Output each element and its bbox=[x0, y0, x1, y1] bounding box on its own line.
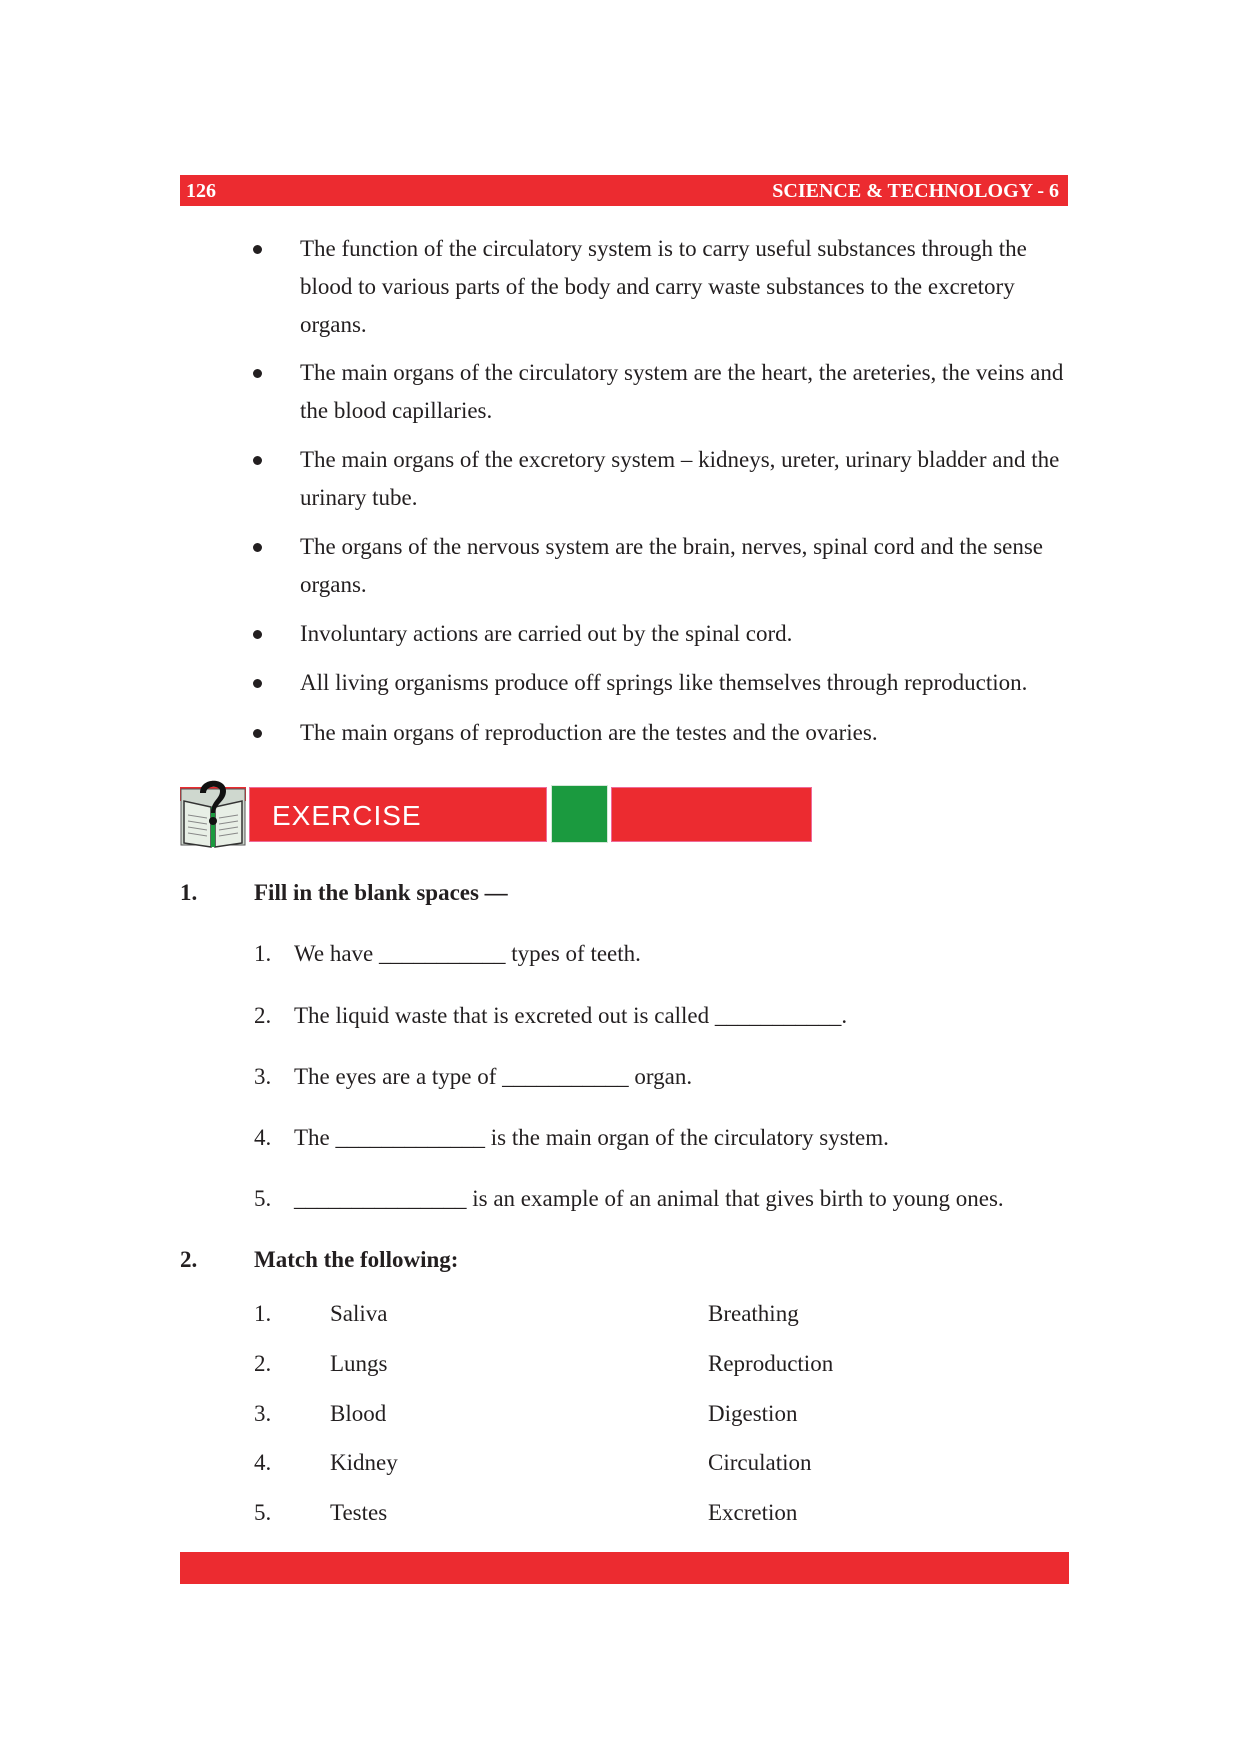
bullet-icon bbox=[253, 630, 262, 639]
question-book-icon bbox=[180, 773, 246, 849]
page-header-bar bbox=[180, 175, 1068, 206]
match-row: 1. Saliva Breathing bbox=[254, 1301, 799, 1326]
bullet-icon bbox=[253, 369, 262, 378]
match-right: Breathing bbox=[708, 1301, 799, 1326]
match-left: Blood bbox=[330, 1401, 387, 1426]
match-right: Reproduction bbox=[708, 1351, 834, 1376]
question-heading: Match the following: bbox=[254, 1247, 459, 1272]
match-row: 5. Testes Excretion bbox=[254, 1500, 798, 1525]
exercise-banner bbox=[249, 787, 547, 842]
match-right: Excretion bbox=[708, 1500, 798, 1525]
match-left: Saliva bbox=[330, 1301, 388, 1326]
bullet-icon bbox=[253, 679, 262, 688]
bullet-icon bbox=[253, 543, 262, 552]
question-number: 1. bbox=[180, 880, 198, 905]
match-row: 2. Lungs Reproduction bbox=[254, 1351, 834, 1376]
question-number: 2. bbox=[180, 1247, 198, 1272]
exercise-title: EXERCISE bbox=[272, 800, 422, 831]
bullet-icon bbox=[253, 245, 262, 254]
page-number: 126 bbox=[186, 180, 216, 202]
match-left: Kidney bbox=[330, 1450, 398, 1475]
match-row: 4. Kidney Circulation bbox=[254, 1450, 812, 1475]
bullet-icon bbox=[253, 729, 262, 738]
match-left: Testes bbox=[330, 1500, 388, 1525]
exercise-banner-green-block bbox=[551, 785, 608, 843]
match-right: Circulation bbox=[708, 1450, 812, 1475]
match-left: Lungs bbox=[330, 1351, 388, 1376]
page-footer-bar bbox=[180, 1552, 1069, 1584]
bullet-icon bbox=[253, 456, 262, 465]
match-right: Digestion bbox=[708, 1401, 798, 1426]
book-title: SCIENCE & TECHNOLOGY - 6 bbox=[772, 180, 1059, 202]
exercise-banner-extension bbox=[611, 787, 812, 842]
question-heading: Fill in the blank spaces — bbox=[254, 880, 508, 905]
match-row: 3. Blood Digestion bbox=[254, 1401, 798, 1426]
